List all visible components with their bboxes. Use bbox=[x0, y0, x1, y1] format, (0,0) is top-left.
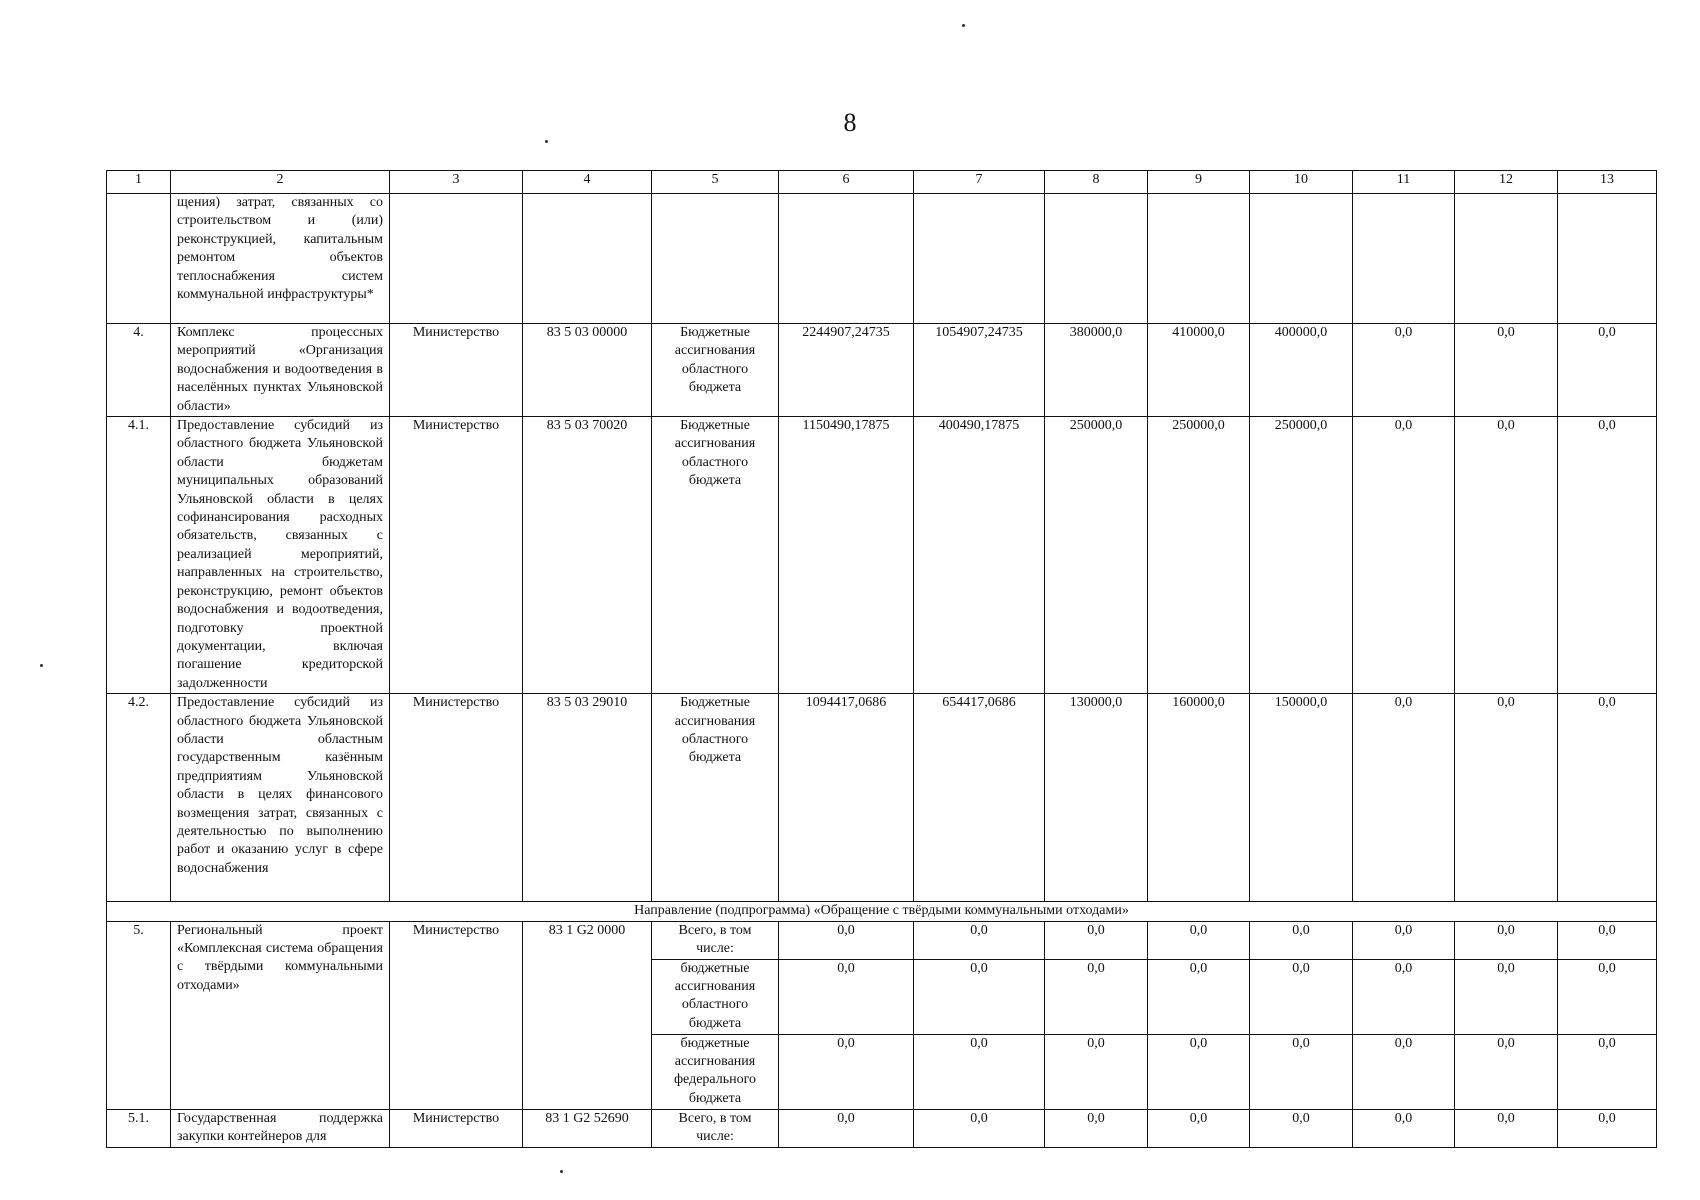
empty-cell bbox=[1558, 194, 1657, 324]
value-cell: 0,0 bbox=[1045, 959, 1148, 1034]
empty-cell bbox=[1148, 194, 1250, 324]
value-cell: 0,0 bbox=[1353, 694, 1455, 902]
empty-cell bbox=[779, 194, 914, 324]
column-header: 9 bbox=[1148, 171, 1250, 194]
activity-description: Предоставление субсидий из областного бюджета Ульяновской области областным государственным казённым предприятиям Ульяновской области в целях финансового возмещения затрат, связанных с деятельностью по выполнению работ и оказанию услуг в сфере водоснабжения bbox=[171, 694, 390, 902]
value-cell: 0,0 bbox=[1455, 324, 1558, 417]
value-cell: 0,0 bbox=[1558, 959, 1657, 1034]
value-cell: 0,0 bbox=[1250, 959, 1353, 1034]
value-cell: 0,0 bbox=[1353, 959, 1455, 1034]
value-cell: 0,0 bbox=[1250, 1034, 1353, 1109]
value-cell: 0,0 bbox=[914, 1109, 1045, 1147]
column-header: 1 bbox=[107, 171, 171, 194]
value-cell: 1094417,0686 bbox=[779, 694, 914, 902]
value-cell: 0,0 bbox=[1558, 694, 1657, 902]
column-header: 11 bbox=[1353, 171, 1455, 194]
scan-speck bbox=[560, 1170, 563, 1173]
table-row bbox=[107, 694, 1657, 902]
value-cell: 0,0 bbox=[1250, 1109, 1353, 1147]
value-cell: 0,0 bbox=[1353, 921, 1455, 959]
value-cell: 0,0 bbox=[1455, 694, 1558, 902]
column-header: 8 bbox=[1045, 171, 1148, 194]
value-cell: 0,0 bbox=[1353, 324, 1455, 417]
activity-description: Комплекс процессных мероприятий «Организация водоснабжения и водоотведения в населённых пунктах Ульяновской области» bbox=[171, 324, 390, 417]
value-cell: 150000,0 bbox=[1250, 694, 1353, 902]
value-cell: 130000,0 bbox=[1045, 694, 1148, 902]
value-cell: 0,0 bbox=[1455, 417, 1558, 694]
empty-cell bbox=[652, 194, 779, 324]
value-cell: 250000,0 bbox=[1250, 417, 1353, 694]
empty-cell bbox=[1455, 194, 1558, 324]
funding-source-cell: Всего, в том числе: bbox=[652, 1109, 779, 1147]
executor-cell: Министерство bbox=[390, 324, 523, 417]
value-cell: 0,0 bbox=[779, 921, 914, 959]
value-cell: 0,0 bbox=[1045, 1034, 1148, 1109]
column-header: 7 bbox=[914, 171, 1045, 194]
funding-source-cell: Бюджетные ассигнования областного бюджета bbox=[652, 324, 779, 417]
budget-table bbox=[106, 170, 1657, 1148]
value-cell: 250000,0 bbox=[1045, 417, 1148, 694]
value-cell: 0,0 bbox=[1148, 959, 1250, 1034]
budget-code-cell: 83 1 G2 0000 bbox=[523, 921, 652, 1109]
value-cell: 1150490,17875 bbox=[779, 417, 914, 694]
value-cell: 0,0 bbox=[1353, 1109, 1455, 1147]
row-number: 4.1. bbox=[107, 417, 171, 694]
row-number: 4. bbox=[107, 324, 171, 417]
value-cell: 0,0 bbox=[914, 959, 1045, 1034]
budget-code-cell: 83 5 03 00000 bbox=[523, 324, 652, 417]
value-cell: 0,0 bbox=[1250, 921, 1353, 959]
value-cell: 0,0 bbox=[1455, 1109, 1558, 1147]
value-cell: 0,0 bbox=[779, 959, 914, 1034]
value-cell: 2244907,24735 bbox=[779, 324, 914, 417]
column-header: 5 bbox=[652, 171, 779, 194]
budget-code-cell: 83 5 03 70020 bbox=[523, 417, 652, 694]
value-cell: 0,0 bbox=[1353, 1034, 1455, 1109]
value-cell: 160000,0 bbox=[1148, 694, 1250, 902]
activity-description: Государственная поддержка закупки контейнеров для bbox=[171, 1109, 390, 1147]
scan-speck bbox=[40, 664, 43, 667]
column-number-row bbox=[107, 171, 1657, 194]
column-header: 2 bbox=[171, 171, 390, 194]
value-cell: 0,0 bbox=[1148, 1109, 1250, 1147]
section-row bbox=[107, 902, 1657, 921]
value-cell: 380000,0 bbox=[1045, 324, 1148, 417]
empty-cell bbox=[390, 194, 523, 324]
value-cell: 0,0 bbox=[1045, 1109, 1148, 1147]
value-cell: 0,0 bbox=[1455, 959, 1558, 1034]
value-cell: 0,0 bbox=[1558, 324, 1657, 417]
value-cell: 0,0 bbox=[1148, 921, 1250, 959]
funding-source-cell: бюджетные ассигнования федерального бюджета bbox=[652, 1034, 779, 1109]
table-row bbox=[107, 324, 1657, 417]
value-cell: 0,0 bbox=[1045, 921, 1148, 959]
row-number-cell bbox=[107, 194, 171, 324]
value-cell: 0,0 bbox=[779, 1034, 914, 1109]
value-cell: 0,0 bbox=[1558, 921, 1657, 959]
column-header: 4 bbox=[523, 171, 652, 194]
column-header: 6 bbox=[779, 171, 914, 194]
executor-cell: Министерство bbox=[390, 921, 523, 1109]
value-cell: 0,0 bbox=[779, 1109, 914, 1147]
column-header: 3 bbox=[390, 171, 523, 194]
funding-source-cell: Бюджетные ассигнования областного бюджета bbox=[652, 694, 779, 902]
value-cell: 0,0 bbox=[1558, 1034, 1657, 1109]
empty-cell bbox=[1353, 194, 1455, 324]
value-cell: 0,0 bbox=[1148, 1034, 1250, 1109]
executor-cell: Министерство bbox=[390, 1109, 523, 1147]
value-cell: 654417,0686 bbox=[914, 694, 1045, 902]
empty-cell bbox=[1250, 194, 1353, 324]
scan-speck bbox=[962, 24, 965, 27]
funding-source-cell: Бюджетные ассигнования областного бюджета bbox=[652, 417, 779, 694]
table-row bbox=[107, 417, 1657, 694]
value-cell: 410000,0 bbox=[1148, 324, 1250, 417]
funding-source-cell: Всего, в том числе: bbox=[652, 921, 779, 959]
value-cell: 0,0 bbox=[1558, 1109, 1657, 1147]
empty-cell bbox=[1045, 194, 1148, 324]
value-cell: 1054907,24735 bbox=[914, 324, 1045, 417]
activity-description: Региональный проект «Комплексная система обращения с твёрдыми коммунальными отходами» bbox=[171, 921, 390, 1109]
value-cell: 0,0 bbox=[1558, 417, 1657, 694]
value-cell: 0,0 bbox=[914, 1034, 1045, 1109]
value-cell: 400490,17875 bbox=[914, 417, 1045, 694]
page-number: 8 bbox=[843, 108, 857, 137]
value-cell: 0,0 bbox=[1455, 921, 1558, 959]
value-cell: 400000,0 bbox=[1250, 324, 1353, 417]
executor-cell: Министерство bbox=[390, 417, 523, 694]
budget-code-cell: 83 1 G2 52690 bbox=[523, 1109, 652, 1147]
activity-description: щения) затрат, связанных со строительством и (или) реконструкцией, капитальным ремонтом объектов теплоснабжения систем коммунальной инфраструктуры* bbox=[171, 194, 390, 324]
table-row bbox=[107, 921, 1657, 959]
activity-description: Предоставление субсидий из областного бюджета Ульяновской области бюджетам муниципальных образований Ульяновской области в целях софинансирования расходных обязательств, связанных с реализацией мероприятий, направленных на строительство, реконструкцию, ремонт объектов водоснабжения и водоотведения, подготовку проектной документации, включая погашение кредиторской задолженности bbox=[171, 417, 390, 694]
table-row bbox=[107, 194, 1657, 324]
value-cell: 250000,0 bbox=[1148, 417, 1250, 694]
table-row bbox=[107, 1109, 1657, 1147]
row-number: 5. bbox=[107, 921, 171, 1109]
column-header: 12 bbox=[1455, 171, 1558, 194]
value-cell: 0,0 bbox=[914, 921, 1045, 959]
budget-code-cell: 83 5 03 29010 bbox=[523, 694, 652, 902]
value-cell: 0,0 bbox=[1455, 1034, 1558, 1109]
empty-cell bbox=[523, 194, 652, 324]
empty-cell bbox=[914, 194, 1045, 324]
section-title: Направление (подпрограмма) «Обращение с твёрдыми коммунальными отходами» bbox=[107, 902, 1657, 921]
column-header: 13 bbox=[1558, 171, 1657, 194]
row-number: 4.2. bbox=[107, 694, 171, 902]
executor-cell: Министерство bbox=[390, 694, 523, 902]
value-cell: 0,0 bbox=[1353, 417, 1455, 694]
column-header: 10 bbox=[1250, 171, 1353, 194]
scan-speck bbox=[545, 140, 548, 143]
row-number: 5.1. bbox=[107, 1109, 171, 1147]
funding-source-cell: бюджетные ассигнования областного бюджета bbox=[652, 959, 779, 1034]
